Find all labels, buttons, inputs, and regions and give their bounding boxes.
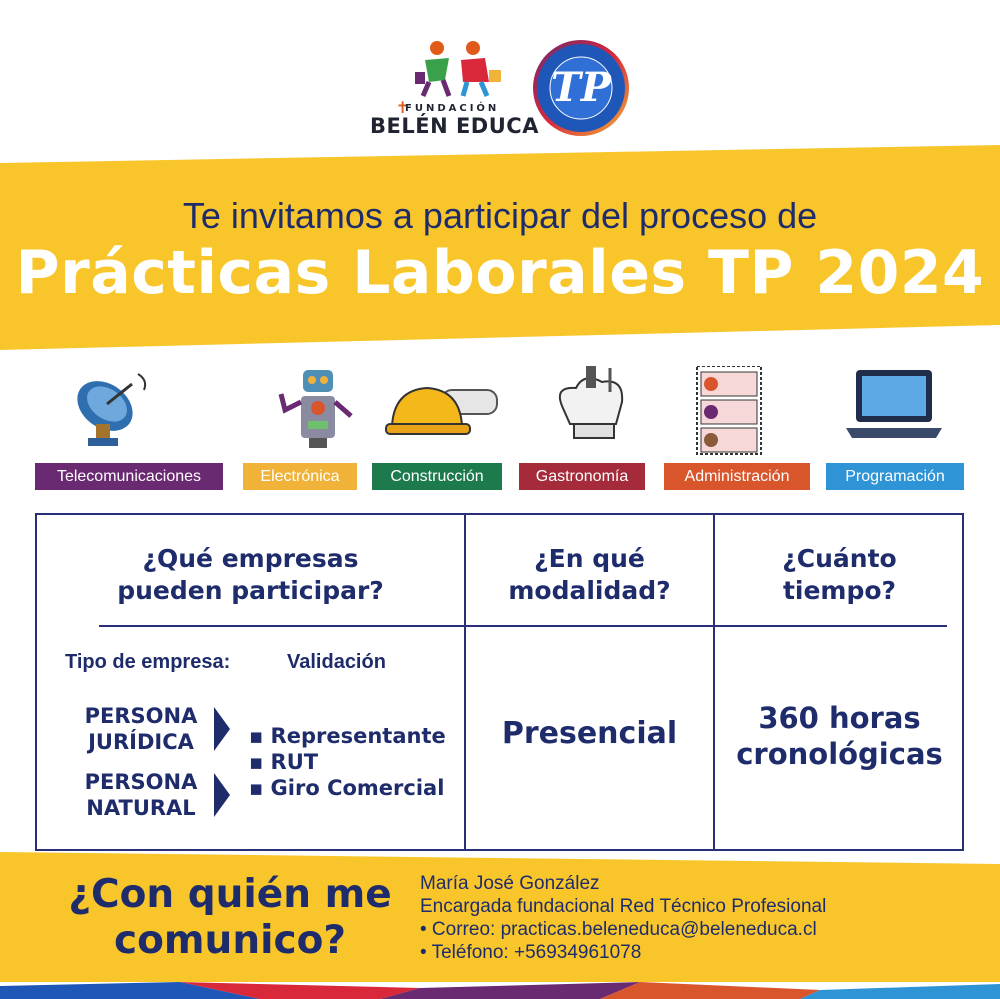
fundacion-belen-educa-logo [365, 40, 539, 138]
banner-title: Prácticas Laborales TP 2024 [15, 238, 985, 308]
career-label-telecomunicaciones: Telecomunicaciones [35, 463, 223, 490]
robot-icon [265, 366, 365, 456]
tipo-empresa-label: Tipo de empresa: [65, 651, 231, 673]
laptop-icon [846, 366, 946, 446]
tp-letters: TP [551, 64, 611, 111]
info-table [35, 513, 964, 851]
resume-icon [689, 366, 789, 458]
contact-role: Encargada fundacional Red Técnico Profesional [420, 896, 827, 917]
career-gastronomia [519, 366, 669, 494]
validacion-item: ▪ Giro Comercial [249, 776, 445, 800]
color-stripe [0, 982, 1000, 999]
career-label-electronica: Electrónica [243, 463, 357, 490]
contact-info [420, 872, 980, 964]
children-figures-icon [415, 40, 505, 98]
validacion-label: Validación [287, 651, 386, 673]
persona-natural: PERSONA NATURAL [84, 770, 198, 820]
arrow-right-icon [214, 707, 230, 751]
career-construccion [372, 366, 522, 494]
logo-fundacion-text: FUNDACIÓN [405, 103, 500, 114]
validacion-item: ▪ Representante [249, 724, 446, 748]
chef-hat-icon [544, 366, 644, 456]
career-administracion [664, 366, 814, 494]
arrow-right-icon [214, 773, 230, 817]
validacion-item: ▪ RUT [249, 750, 319, 774]
banner-subtitle: Te invitamos a participar del proceso de [182, 195, 818, 236]
career-label-administracion: Administración [664, 463, 810, 490]
satellite-dish-icon [60, 366, 160, 456]
contact-phone[interactable]: • Teléfono: +56934961078 [420, 942, 642, 963]
tiempo-value: 360 horas cronológicas [736, 701, 943, 771]
table-header-divider [99, 625, 947, 627]
modalidad-value: Presencial [501, 716, 678, 751]
contact-name: María José González [420, 873, 600, 894]
hard-hat-icon [382, 366, 502, 456]
career-electronica [240, 366, 390, 494]
tp-badge-logo [531, 38, 631, 138]
header-modalidad: ¿En qué modalidad? [508, 544, 671, 605]
career-telecomunicaciones [35, 366, 202, 494]
contact-question: ¿Con quién me comunico? [68, 872, 392, 963]
header-que-empresas: ¿Qué empresas pueden participar? [117, 544, 384, 605]
validacion-list [249, 723, 446, 801]
cross-icon: ✝ [396, 98, 410, 117]
career-label-construccion: Construcción [372, 463, 502, 490]
persona-juridica: PERSONA JURÍDICA [84, 704, 198, 754]
career-label-gastronomia: Gastronomía [519, 463, 645, 490]
contact-email[interactable]: • Correo: practicas.beleneduca@beleneduca.cl [420, 919, 817, 940]
header-tiempo: ¿Cuánto tiempo? [782, 544, 897, 605]
logo-name-text: BELÉN EDUCA [370, 114, 539, 138]
career-programacion [826, 366, 976, 494]
career-label-programacion: Programación [826, 463, 964, 490]
